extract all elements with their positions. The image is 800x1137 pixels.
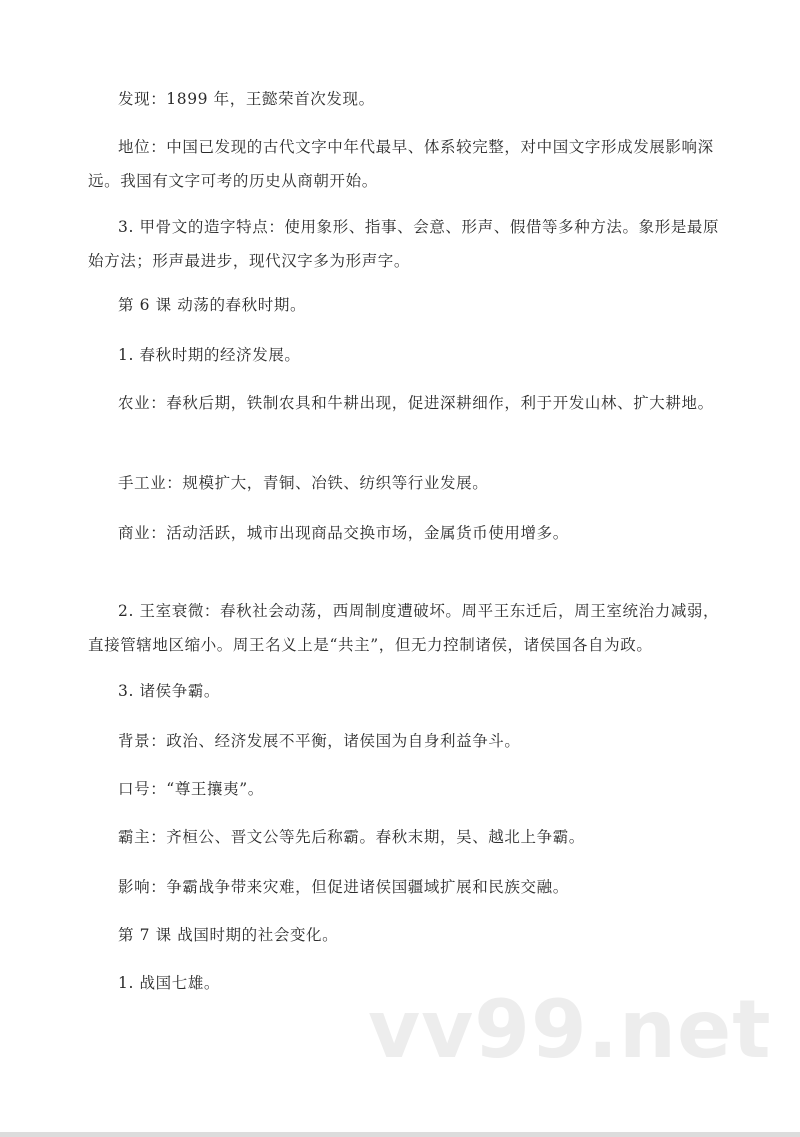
watermark: vv99.net (368, 983, 772, 1076)
paragraph-background: 背景：政治、经济发展不平衡，诸侯国为自身利益争斗。 (118, 732, 521, 750)
paragraph-agriculture: 农业：春秋后期，铁制农具和牛耕出现，促进深耕细作，利于开发山林、扩大耕地。 (118, 394, 714, 412)
paragraph-oracle-characteristics: 3. 甲骨文的造字特点：使用象形、指事、会意、形声、假借等多种方法。象形是最原始方法；形声最进步，现代汉字多为形声字。 (88, 218, 720, 270)
paragraph-hegemons: 霸主：齐桓公、晋文公等先后称霸。春秋末期，吴、越北上争霸。 (118, 828, 585, 846)
lesson-7-heading: 第 7 课 战国时期的社会变化。 (118, 926, 339, 944)
paragraph-impact: 影响：争霸战争带来灾难，但促进诸侯国疆域扩展和民族交融。 (118, 878, 569, 896)
paragraph-economy-heading: 1. 春秋时期的经济发展。 (118, 346, 301, 364)
paragraph-royal-decline: 2. 王室衰微：春秋社会动荡，西周制度遭破坏。周平王东迁后，周王室统治力减弱，直接管辖地区缩小。周王名义上是“共主”，但无力控制诸侯，诸侯国各自为政。 (88, 602, 720, 654)
paragraph-seven-states: 1. 战国七雄。 (118, 974, 221, 992)
paragraph-slogan: 口号：“尊王攘夷”。 (118, 780, 264, 798)
paragraph-hegemony-heading: 3. 诸侯争霸。 (118, 682, 221, 700)
page-bottom-edge (0, 1132, 800, 1137)
paragraph-handicraft: 手工业：规模扩大，青铜、冶铁、纺织等行业发展。 (118, 474, 489, 492)
paragraph-discovery: 发现：1899 年，王懿荣首次发现。 (118, 90, 375, 108)
paragraph-status: 地位：中国已发现的古代文字中年代最早、体系较完整，对中国文字形成发展影响深远。我国有文字可考的历史从商朝开始。 (88, 138, 714, 190)
lesson-6-heading: 第 6 课 动荡的春秋时期。 (118, 296, 307, 314)
paragraph-commerce: 商业：活动活跃，城市出现商品交换市场，金属货币使用增多。 (118, 524, 569, 542)
